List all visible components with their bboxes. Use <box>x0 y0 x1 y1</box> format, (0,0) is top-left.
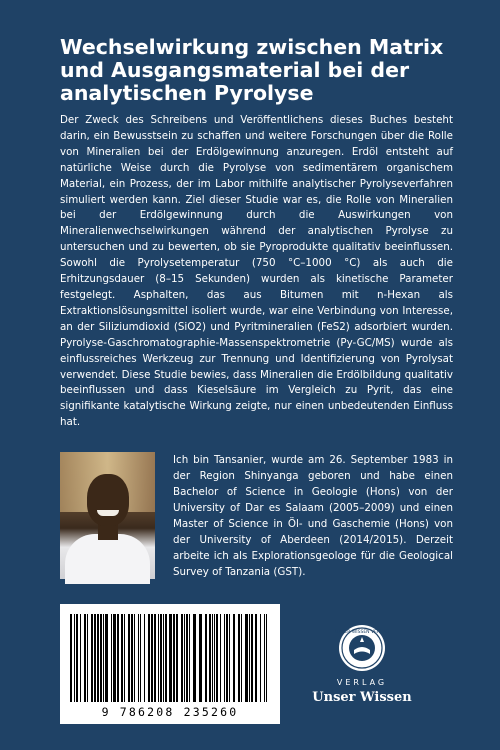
barcode-bar <box>184 614 185 702</box>
barcode-bar <box>148 614 150 702</box>
barcode-bar <box>103 614 104 702</box>
title-line-3: analytischen Pyrolyse <box>60 81 314 105</box>
author-bio: Ich bin Tansanier, wurde am 26. September 1983 in der Region Shinyanga geboren und habe einen Bachelor of Science in Geologie (Hons) von der University of Dar es Salaam (2005–2009) und einen Master of Science in Öl- und Gaschemie (Hons) von der University of Aberdeen (2014/2015). Derzeit arbeite ich als Explorationsgeologe für die Geological Survey of Tanzania (GST). <box>173 454 453 578</box>
barcode-bar <box>151 614 153 702</box>
barcode-bar <box>245 614 248 702</box>
barcode-bar <box>255 614 257 702</box>
barcode-bar <box>241 614 242 702</box>
barcode-bar <box>87 614 88 702</box>
barcode-bar <box>189 614 190 702</box>
publisher-logo-icon <box>334 624 390 672</box>
barcode-bar <box>70 614 72 702</box>
barcode-bar <box>158 614 159 702</box>
barcode-bars <box>68 614 272 704</box>
barcode-bar <box>111 614 112 702</box>
barcode-bar <box>91 614 93 702</box>
barcode-bar <box>251 614 253 702</box>
barcode-bar <box>212 614 213 702</box>
barcode-bar <box>226 614 228 702</box>
barcode-bar <box>105 614 108 702</box>
barcode-bar <box>165 614 167 702</box>
barcode-bar <box>193 614 196 702</box>
barcode-bar <box>154 614 156 702</box>
barcode-digits: 9 786208 235260 <box>101 705 239 719</box>
barcode-bar <box>233 614 235 702</box>
barcode-bar <box>134 614 135 702</box>
barcode-bar <box>80 614 81 702</box>
barcode-bar <box>264 614 265 702</box>
barcode-bar <box>144 614 145 702</box>
barcode-bar <box>76 614 78 702</box>
barcode-bar <box>100 614 102 702</box>
barcode-bar <box>181 614 183 702</box>
barcode-bar <box>121 614 123 702</box>
barcode-bar <box>176 614 178 702</box>
title-line-1: Wechselwirkung zwischen Matrix <box>60 35 444 59</box>
publisher-verlag: VERLAG <box>336 678 388 687</box>
barcode-bar <box>163 614 164 702</box>
barcode-bar <box>205 614 207 702</box>
barcode-bar <box>214 614 215 702</box>
barcode-bar <box>216 614 218 702</box>
publisher-name: Unser Wissen <box>312 690 412 705</box>
barcode-bar <box>84 614 86 702</box>
barcode-bar <box>138 614 139 702</box>
barcode-bar <box>117 614 119 702</box>
publisher-block <box>302 624 422 724</box>
barcode-bar <box>173 614 175 702</box>
barcode-bar <box>160 614 162 702</box>
barcode-bar <box>186 614 188 702</box>
barcode-bar <box>124 614 125 702</box>
title-line-2: und Ausgangsmaterial bei der <box>60 58 410 82</box>
barcode-bar <box>199 614 202 702</box>
barcode-bar <box>128 614 130 702</box>
barcode-bar <box>94 614 96 702</box>
isbn-barcode <box>60 604 280 724</box>
barcode-bar <box>169 614 172 702</box>
author-photo <box>60 452 155 579</box>
publisher-logo-text: UNSER WISSEN VERLAG <box>334 630 390 635</box>
barcode-bar <box>220 614 221 702</box>
book-title <box>60 36 450 105</box>
barcode-bar <box>229 614 230 702</box>
barcode-bar <box>74 614 75 702</box>
barcode-bar <box>238 614 240 702</box>
barcode-bar <box>249 614 250 702</box>
barcode-bar <box>131 614 133 702</box>
book-description: Der Zweck des Schreibens und Veröffentlichens dieses Buches besteht darin, ein Bewusstsein zu schaffen und weitere Forschungen über die Rolle von Mineralien bei der Erdölgewinnung anzuregen. Erdöl entsteht auf natürliche Weise durch die Pyrolyse von sedimentärem organischem Material, ein Prozess, der im Labor mithilfe analytischer Pyrolyseverfahren simuliert werden kann. Ziel dieser Studie war es, die Rolle von Mineralien bei der Erdölgewinnung durch die Auswirkungen von Mineralienwechselwirkungen während der analytischen Pyrolyse zu untersuchen und zu bewerten, ob sie Pyroprodukte qualitativ beeinflussen. Sowohl die Pyrolysetemperatur (750 °C–1000 °C) als auch die Erhitzungsdauer (8–15 Sekunden) wurden als kinetische Parameter festgelegt. Asphalten, das aus Bitumen mit n-Hexan als Extraktionslösungsmittel isoliert wurde, war eine Verbindung von Interesse, an der Siliziumdioxid (SiO2) und Pyritmineralien (FeS2) adsorbiert wurden. Pyrolyse-Gaschromatographie-Massenspektrometrie (Py-GC/MS) wurde als einflussreiches Werkzeug zur Trennung und Identifizierung von Pyrolysat verwendet. Diese Studie bewies, dass Mineralien die Erdölbildung qualitativ beeinflussen und dass Kieselsäure im Vergleich zu Pyrit, das eine signifikante katalytische Wirkung zeigte, nur einen unbedeutenden Einfluss hat. <box>60 114 453 429</box>
barcode-bar <box>140 614 141 702</box>
barcode-bar <box>224 614 225 702</box>
barcode-bar <box>266 614 267 702</box>
barcode-bar <box>97 614 99 702</box>
barcode-bar <box>209 614 211 702</box>
barcode-bar <box>260 614 261 702</box>
barcode-bar <box>113 614 116 702</box>
